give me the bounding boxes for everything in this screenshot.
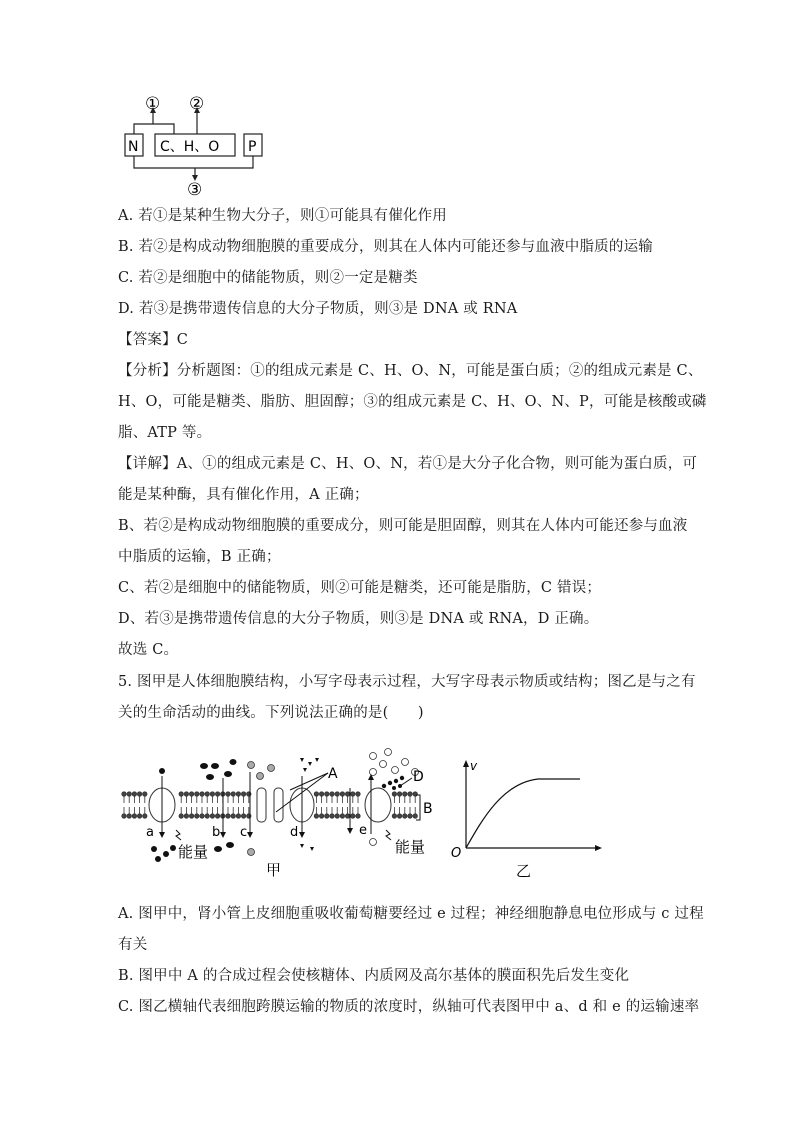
phospholipid-head bbox=[122, 814, 126, 818]
channel-protein-c-left bbox=[257, 788, 266, 822]
phospholipid-head bbox=[335, 792, 339, 796]
phospholipid-head bbox=[392, 792, 396, 796]
q4-detail-line-3: B、若②是构成动物细胞膜的重要成分，则可能是胆固醇，则其在人体内可能还参与血液 bbox=[118, 518, 688, 534]
phospholipid-head bbox=[127, 792, 131, 796]
origin-label: O bbox=[451, 846, 462, 861]
figure-jia-caption: 甲 bbox=[266, 861, 282, 879]
phospholipid-head bbox=[403, 814, 407, 818]
phospholipid-head bbox=[413, 792, 417, 796]
phospholipid-head bbox=[236, 814, 240, 818]
q5-stem-line-1: 5. 图甲是人体细胞膜结构，小写字母表示过程，大写字母表示物质或结构；图乙是与之有 bbox=[118, 674, 696, 690]
phospholipid-head bbox=[143, 814, 147, 818]
structure-B-label: B bbox=[423, 801, 433, 817]
q4-detail-line-2: 能是某种酶，具有催化作用，A 正确； bbox=[118, 487, 369, 503]
q4-detail-line-4: 中脂质的运输，B 正确； bbox=[118, 549, 281, 565]
phospholipid-head bbox=[132, 792, 136, 796]
structure-A-label: A bbox=[328, 766, 338, 782]
q4-option-d: D. 若③是携带遗传信息的大分子物质，则③是 DNA 或 RNA bbox=[118, 301, 518, 317]
phospholipid-head bbox=[210, 814, 214, 818]
element-composition-diagram bbox=[118, 96, 278, 198]
phospholipid-head bbox=[137, 814, 141, 818]
phospholipid-head bbox=[127, 814, 131, 818]
phospholipid-head bbox=[132, 814, 136, 818]
phospholipid-head bbox=[392, 814, 396, 818]
phospholipid-head bbox=[356, 792, 360, 796]
node-3-label: ③ bbox=[187, 180, 203, 198]
phospholipid-head bbox=[397, 792, 401, 796]
phospholipid-head bbox=[200, 792, 204, 796]
figure-jia-cell-membrane bbox=[118, 748, 438, 883]
q5-stem-line-2: 关的生命活动的曲线。下列说法正确的是( ) bbox=[118, 705, 424, 721]
figure-yi-caption: 乙 bbox=[516, 862, 532, 880]
q5-option-c: C. 图乙横轴代表细胞跨膜运输的物质的浓度时，纵轴可代表图甲中 a、d 和 e 的运输速率 bbox=[118, 999, 700, 1015]
phospholipid-head bbox=[179, 792, 183, 796]
q4-detail-line-1: 【详解】A、①的组成元素是 C、H、O、N，若①是大分子化合物，则可能为蛋白质，可 bbox=[118, 456, 698, 472]
phospholipid-head bbox=[408, 814, 412, 818]
phospholipid-head bbox=[189, 792, 193, 796]
phospholipid-head bbox=[330, 814, 334, 818]
phospholipid-head bbox=[345, 814, 349, 818]
q4-conclusion: 故选 C。 bbox=[118, 642, 179, 658]
carrier-protein-e bbox=[365, 788, 391, 822]
phospholipid-head bbox=[345, 792, 349, 796]
process-b-label: b bbox=[212, 825, 221, 840]
phospholipid-head bbox=[236, 792, 240, 796]
box-n-label: N bbox=[128, 139, 139, 155]
q4-option-c: C. 若②是细胞中的储能物质，则②一定是糖类 bbox=[118, 270, 418, 286]
q4-analysis-line-1: 【分析】分析题图：①的组成元素是 C、H、O、N，可能是蛋白质；②的组成元素是 C、 bbox=[118, 363, 703, 379]
phospholipid-head bbox=[351, 792, 355, 796]
phospholipid-head bbox=[319, 814, 323, 818]
phospholipid-head bbox=[413, 814, 417, 818]
phospholipid-head bbox=[408, 792, 412, 796]
phospholipid-head bbox=[330, 792, 334, 796]
q4-answer: 【答案】C bbox=[118, 332, 189, 348]
q4-option-a: A. 若①是某种生物大分子，则①可能具有催化作用 bbox=[118, 208, 447, 224]
phospholipid-head bbox=[231, 814, 235, 818]
q5-option-a-line-2: 有关 bbox=[118, 937, 148, 953]
q5-option-a-line-1: A. 图甲中，肾小管上皮细胞重吸收葡萄糖要经过 e 过程；神经细胞静息电位形成与 c 过程 bbox=[118, 906, 704, 922]
phospholipid-head bbox=[189, 814, 193, 818]
phospholipid-head bbox=[184, 814, 188, 818]
energy-label-right: 能量 bbox=[395, 838, 426, 856]
phospholipid-head bbox=[340, 814, 344, 818]
phospholipid-head bbox=[319, 792, 323, 796]
process-e-label: e bbox=[359, 823, 367, 838]
phospholipid-head bbox=[397, 814, 401, 818]
phospholipid-head bbox=[184, 792, 188, 796]
phospholipid-head bbox=[325, 814, 329, 818]
phospholipid-head bbox=[205, 814, 209, 818]
phospholipid-head bbox=[226, 814, 230, 818]
phospholipid-head bbox=[314, 792, 318, 796]
phospholipid-head bbox=[205, 792, 209, 796]
q4-option-b: B. 若②是构成动物细胞膜的重要成分，则其在人体内可能还参与血液中脂质的运输 bbox=[118, 239, 653, 255]
phospholipid-head bbox=[137, 792, 141, 796]
box-p-label: P bbox=[248, 139, 257, 155]
q4-detail-line-5: C、若②是细胞中的储能物质，则②可能是糖类，还可能是脂肪，C 错误； bbox=[118, 580, 602, 596]
phospholipid-head bbox=[314, 814, 318, 818]
energy-label-left: 能量 bbox=[178, 843, 209, 861]
phospholipid-head bbox=[195, 814, 199, 818]
phospholipid-head bbox=[356, 814, 360, 818]
phospholipid-head bbox=[195, 792, 199, 796]
q4-analysis-line-2: H、O，可能是糖类、脂肪、胆固醇；③的组成元素是 C、H、O、N、P，可能是核酸或磷 bbox=[118, 394, 707, 410]
phospholipid-head bbox=[210, 792, 214, 796]
phospholipid-head bbox=[340, 792, 344, 796]
box-cho-label: C、H、O bbox=[160, 139, 220, 155]
process-d-label: d bbox=[290, 825, 299, 840]
axis-v-label: v bbox=[470, 759, 478, 773]
q4-analysis-line-3: 脂、ATP 等。 bbox=[118, 425, 212, 441]
phospholipid-head bbox=[215, 814, 219, 818]
channel-protein-c-right bbox=[274, 788, 283, 822]
phospholipid-head bbox=[241, 814, 245, 818]
phospholipid-head bbox=[335, 814, 339, 818]
q5-option-b: B. 图甲中 A 的合成过程会使核糖体、内质网及高尔基体的膜面积先后发生变化 bbox=[118, 968, 630, 984]
phospholipid-head bbox=[215, 792, 219, 796]
saturation-curve bbox=[466, 779, 580, 848]
phospholipid-head bbox=[179, 814, 183, 818]
phospholipid-head bbox=[122, 792, 126, 796]
q4-detail-line-6: D、若③是携带遗传信息的大分子物质，则③是 DNA 或 RNA，D 正确。 bbox=[118, 611, 599, 627]
process-a-label: a bbox=[146, 825, 154, 840]
process-c-label: c bbox=[240, 825, 248, 840]
phospholipid-head bbox=[325, 792, 329, 796]
phospholipid-head bbox=[226, 792, 230, 796]
phospholipid-head bbox=[351, 814, 355, 818]
phospholipid-head bbox=[231, 792, 235, 796]
phospholipid-head bbox=[403, 792, 407, 796]
phospholipid-head bbox=[143, 792, 147, 796]
phospholipid-head bbox=[241, 792, 245, 796]
figure-yi-curve bbox=[448, 758, 608, 883]
phospholipid-head bbox=[200, 814, 204, 818]
node-2-label: ② bbox=[189, 96, 205, 114]
structure-D-label: D bbox=[413, 769, 424, 785]
node-1-label: ① bbox=[145, 96, 161, 114]
